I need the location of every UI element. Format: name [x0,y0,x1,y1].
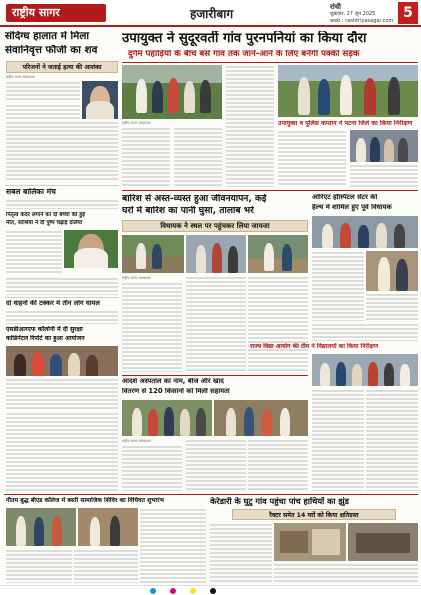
left-divider-2 [5,297,119,298]
mid-story-headline-line1: बारिश से अस्त-व्यस्त हुआ जीवनयापन, कई [122,194,267,204]
right-story-2-body-col2 [366,293,418,321]
edition-date: शुक्रवार, 27 जून 2025 [330,11,376,17]
main-story-photo-2 [278,65,418,117]
registration-mark-magenta [170,588,176,594]
mid-story-photo-1 [122,235,184,273]
registration-mark-cyan [150,588,156,594]
right-story-2-photo [312,216,418,248]
left-story-2-body-2 [6,230,62,275]
right-story-3-photo [312,354,418,386]
main-story-photo-1 [122,65,222,119]
mid-story-body-col3 [248,276,308,372]
left-story-3-headline: दो वाहनों की टक्कर में तीन लोग घायल [6,300,100,307]
left-story-4-photo [6,346,118,376]
left-story-2-photo [64,230,118,268]
right-story-3-body-col1 [312,389,364,491]
lower-story-1-headline-line2: वितरण से 120 किसानों को मिली सहायता [122,388,230,395]
mid-story-photo-3 [248,235,308,273]
main-subheadline: दुर्गम पहाड़ियों के बीच बसे गांव तक जाने-आने के लिए बनेगी पक्की सड़क [128,50,360,59]
page-number: 5 [398,2,418,24]
left-story-1-headline-line2: सेवानिवृत्त फौजी का शव [5,45,98,56]
main-headline: उपायुक्त ने सुदूरवर्ती गांव पुरनपनियां का किया दौरा [122,31,367,46]
right-story-2-headline-line1: ओरिएंट हॉस्पिटल सेंटर की [312,194,378,201]
bottom-left-body-col2 [74,549,138,583]
right-story-1-body-col1 [278,130,346,187]
lower-story-1-photo-2 [214,400,308,436]
right-story-1-photo [350,130,418,162]
bottom-left-body-col3 [140,508,206,583]
section-title: हजारीबाग [190,7,234,21]
mid-divider [122,190,418,191]
bottom-divider [4,494,418,495]
lower-story-1-photo-1 [122,400,212,436]
lower-mid-divider [122,375,308,376]
left-story-1-body [6,81,80,102]
left-story-1-headline-line1: संदिग्ध हालात में मिला [5,31,90,42]
main-story-body-col1 [122,127,170,187]
registration-mark-yellow [190,588,196,594]
lower-story-1-body-col1 [122,445,182,491]
lower-story-1-headline-line1: आदर्श अस्पताल का नाम, बीज और खाद [122,378,224,385]
left-story-2-headline: सबल बालिका मंच [6,188,56,196]
left-story-2-subheadline-line2: मौत, साथियों ने दी पुष्प चढ़ाई दलिया [6,220,83,226]
right-story-3-headline: राज्य विद्या आयोग की टीम ने विद्यालयों का किया निरीक्षण [250,343,379,350]
paper-name: राष्ट्रीय सागर [12,6,60,19]
left-story-3-body [6,310,118,324]
right-story-2-body-col1 [312,251,364,321]
left-column-lower-body [6,412,118,491]
mid-story-body-col2 [186,276,246,372]
main-story-body-col3 [226,65,274,187]
left-story-4-headline-line2: कांडिनेंटल रिपोर्ट का हुआ आयोजन [6,335,85,342]
bottom-right-photo-2 [348,523,418,561]
lower-story-1-byline: राष्ट्रीय सागर संवाददाता [122,439,151,443]
bottom-right-strap: रैक्टर समेत 14 घरों को किया क्षतिग्रस्त [232,509,396,520]
left-divider-1 [5,185,119,186]
left-story-1-strap: परिजनों ने जताई हत्या की आशंका [6,61,118,73]
left-story-1-body-cont [6,104,80,119]
left-story-2-body-3 [6,277,118,295]
left-story-1-portrait-photo [82,81,118,119]
right-story-2-headline-line2: हैल्थ में शामिल हुए पूर्व विधायक [312,204,392,211]
right-story-2-photo-2 [366,251,418,291]
main-story-body-col2 [174,127,222,187]
bottom-right-body-col1 [210,523,272,583]
left-story-2-body [6,199,118,209]
right-story-1-headline: उपायुक्त व पुलिस कप्तान ने पटना जिले का किया निरीक्षण [278,120,413,127]
edition-city: रांची [330,3,341,11]
bottom-right-body-col2 [274,563,418,583]
left-story-4-body [6,378,118,410]
right-story-2-body-col3 [312,323,418,341]
registration-mark-black [210,588,216,594]
bottom-right-photo-1 [274,523,346,561]
mid-story-headline-line2: घरों में बारिश का पानी घुसा, तालाब भरे [122,206,254,216]
bottom-left-body-col1 [6,549,72,583]
bottom-left-photo-2 [78,508,138,546]
left-story-2-subheadline-line1: पितृत्व कदर लगाने का दो बच्चों की हुई [6,212,86,218]
lower-story-1-body-col3 [248,439,308,491]
left-story-1-body-2 [6,121,118,181]
page-footer [0,585,421,595]
main-story-rule [122,62,418,63]
left-story-1-byline: राष्ट्रीय सागर संवाददाता [6,75,35,79]
bottom-left-headline: गौतम बुद्ध बीएड कॉलेज में बस्ती सामाजिक शिविर का विधिवत शुभारंभ [6,497,164,504]
mid-story-strap: विधायक ने स्थल पर पहुंचकर लिया जायजा [122,220,308,232]
mid-story-byline: राष्ट्रीय सागर संवाददाता [122,276,151,280]
mid-story-body-col1 [122,282,182,372]
mid-story-photo-2 [186,235,246,273]
bottom-right-headline: केरेडारी के घुटु गांव पहुंचा पांच हाथियों का झुंड [210,497,349,506]
masthead [0,0,421,27]
lower-story-1-body-col2 [186,439,246,491]
right-story-3-body-col2 [366,389,418,491]
left-story-4-headline-line1: एसडीआरएफ कॉलोनी में दी सुरक्षा [6,326,83,333]
website-link[interactable]: web : rashtriyasagar.com [330,18,394,24]
bottom-left-photo-1 [6,508,76,546]
main-story-byline: राष्ट्रीय सागर संवाददाता [122,121,151,125]
right-story-1-body-col2 [350,164,418,187]
